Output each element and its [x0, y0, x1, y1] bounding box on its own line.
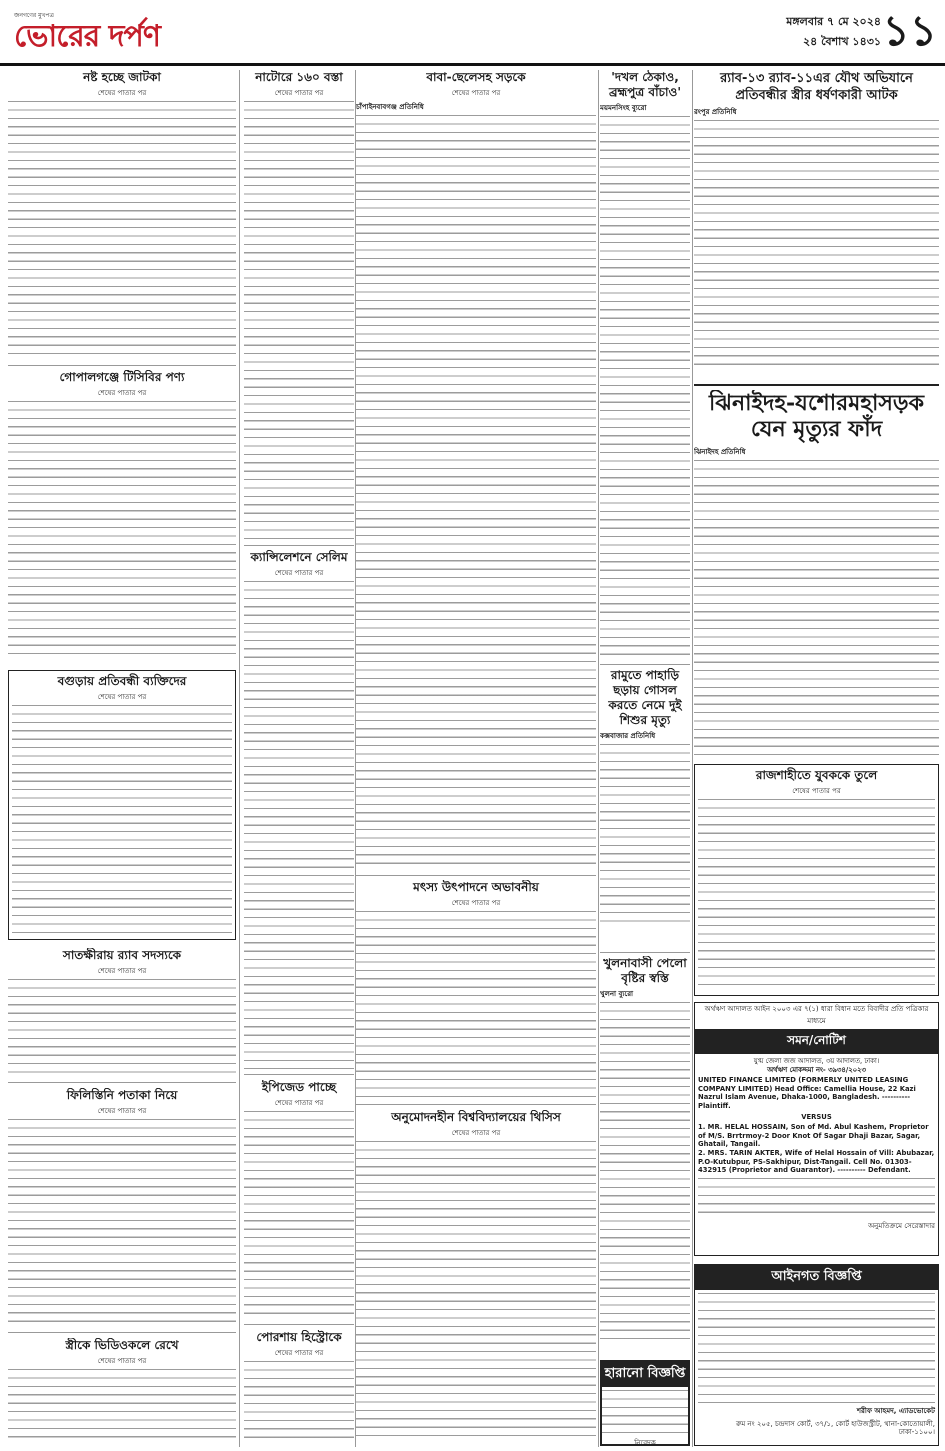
continued-label: শেষের পাতার পর [274, 1349, 324, 1357]
divider [244, 1324, 354, 1325]
story-body-text [12, 705, 232, 937]
story-headline: নাটোরে ১৬০ বস্তা [255, 70, 343, 84]
story-headline: স্ত্রীকে ভিডিওকলে রেখে [65, 1338, 179, 1352]
story-byline: চাঁপাইনবাবগঞ্জ প্রতিনিধি [356, 103, 424, 111]
story-satkhira [8, 948, 236, 1078]
story-byline: ময়মনসিংহ ব্যুরো [600, 104, 647, 112]
story-video-call [8, 1338, 236, 1446]
story-headline: ঝিনাইদহ-যশোরমহাসড়ক যেন মৃত্যুর ফাঁদ [709, 390, 924, 442]
story-headline: 'দখল ঠেকাও, ব্রহ্মপুত্র বাঁচাও' [608, 70, 682, 99]
date-bangla: ২৪ বৈশাখ ১৪৩১ [802, 35, 881, 48]
legal-notice-signer: শরীফ আহমদ, এ্যাডভোকেট [856, 1407, 935, 1415]
notice-title: সমন/নোটিশ [695, 1030, 938, 1054]
lost-notice-body [602, 1390, 688, 1434]
story-body-text [356, 911, 596, 1099]
continued-label: শেষের পাতার পর [451, 899, 501, 907]
issue-date [786, 12, 881, 52]
continued-label: শেষের পাতার পর [792, 787, 841, 795]
story-natore [244, 70, 354, 540]
story-ramu [600, 668, 690, 948]
story-university [356, 1110, 596, 1445]
summons-notice [694, 1002, 939, 1256]
continued-label: শেষের পাতার পর [97, 389, 147, 397]
legal-notice-body [695, 1290, 938, 1440]
continued-label: শেষের পাতার পর [97, 693, 147, 701]
notice-text [698, 1178, 935, 1218]
masthead-name [14, 21, 160, 53]
continued-label: শেষের পাতার পর [97, 1107, 147, 1115]
story-body-text [244, 1111, 354, 1319]
story-brahmaputra [600, 70, 690, 660]
story-body-text [8, 979, 236, 1074]
story-body-text [244, 581, 354, 1069]
story-body-text [698, 799, 935, 991]
story-headline: বাবা-ছেলেসহ সড়কে [426, 70, 526, 84]
story-headline: নষ্ট হচ্ছে জাটকা [83, 70, 161, 84]
story-jhenaidah-highway [694, 390, 939, 760]
notice-plaintiff: UNITED FINANCE LIMITED (FORMERLY UNITED LEASING COMPANY LIMITED) Head Office: Camellia House, 22 Kazi Nazrul Islam Avenue, Dhaka-1000, Bangladesh. ---------- Plaintiff. [698, 1076, 916, 1110]
column-4 [600, 70, 690, 1447]
column-rule [692, 70, 693, 1447]
story-body-text [600, 116, 690, 656]
story-headline: রামুতে পাহাড়ি ছড়ায় গোসল করতে নেমে দুই শিশুর মৃত্যু [608, 668, 682, 727]
divider [8, 1332, 236, 1333]
divider [244, 1074, 354, 1075]
story-body-text [356, 1141, 596, 1441]
story-fish [356, 880, 596, 1100]
story-porsha [244, 1330, 354, 1445]
story-headline: সাতক্ষীরায় র‌্যাব সদস্যকে [62, 948, 182, 962]
story-body-text [356, 115, 596, 870]
masthead-name-part1: ভোরের [14, 19, 100, 54]
continued-label: শেষের পাতার পর [97, 1357, 147, 1365]
story-jatka [8, 70, 236, 360]
story-headline: ক্যান্সিলেশনে সেলিম [250, 550, 348, 564]
page-header [0, 0, 945, 66]
notice-body [695, 1054, 938, 1233]
story-headline: ফিলিস্তিনি পতাকা নিয়ে [66, 1088, 178, 1102]
story-body-text [600, 1002, 690, 1342]
date-gregorian: মঙ্গলবার ৭ মে ২০২৪ [786, 15, 881, 28]
column-3 [356, 70, 596, 1447]
story-epz [244, 1080, 354, 1320]
story-headline: ইপিজেড পাচ্ছে [261, 1080, 337, 1094]
legal-notice-text [698, 1293, 935, 1403]
lost-notice [600, 1360, 690, 1446]
notice-defendant-1: 1. MR. HELAL HOSSAIN, Son of Md. Abul Kashem, Proprietor of M/S. Brrtrmoy-2 Door Knot Of Sagar Dhaji Bazar, Sagar, Ghatail, Tangail. [698, 1123, 929, 1149]
notice-court: যুগ্ম জেলা জজ আদালত, ৩য় আদালত, ঢাকা। [753, 1057, 880, 1065]
divider [600, 664, 690, 665]
continued-label: শেষের পাতার পর [451, 89, 501, 97]
story-body-text [8, 101, 236, 356]
notice-versus: VERSUS [801, 1112, 832, 1121]
story-palestine [8, 1088, 236, 1328]
story-headline: পোরশায় হিস্ট্রোকে [256, 1330, 342, 1344]
story-tcb [8, 370, 236, 665]
continued-label: শেষের পাতার পর [97, 967, 147, 975]
continued-label: শেষের পাতার পর [274, 1099, 324, 1107]
column-5 [694, 70, 939, 1447]
story-khulna [600, 956, 690, 1356]
story-body-text [8, 1369, 236, 1441]
notice-defendant-2: 2. MRS. TARIN AKTER, Wife of Helal Hossain of Vill: Abubazar, P.O-Kutubpur, PS-Sakhipur, Dist-Tangail. Cell No. 01303-432915 (Proprietor and Guarantor). ---------- Defendant. [698, 1148, 935, 1175]
story-body-text [694, 120, 939, 370]
divider [8, 365, 236, 366]
lost-notice-title: হারানো বিজ্ঞপ্তি [602, 1362, 688, 1387]
story-body-text [694, 460, 939, 760]
story-headline: বগুড়ায় প্রতিবন্ধী ব্যক্তিদের [57, 674, 187, 688]
continued-label: শেষের পাতার পর [274, 89, 324, 97]
story-headline: অনুমোদনহীন বিশ্ববিদ্যালয়ের থিসিস [391, 1110, 561, 1124]
column-2 [244, 70, 354, 1447]
divider [356, 875, 596, 876]
story-headline: র‌্যাব-১৩ র‌্যাব-১১এর যৌথ অভিযানে প্রতিবন্ধীর স্ত্রীর ধর্ষণকারী আটক [720, 71, 913, 103]
story-byline: কক্সবাজার প্রতিনিধি [600, 732, 656, 740]
story-byline: রংপুর প্রতিনিধি [694, 108, 737, 116]
story-body-text [244, 101, 354, 539]
story-headline: রাজশাহীতে যুবককে তুলে [755, 768, 878, 782]
masthead-logo [14, 10, 160, 53]
masthead-name-part2: দর্পণ [99, 19, 161, 54]
story-father-son [356, 70, 596, 870]
column-rule [598, 70, 599, 1447]
divider [600, 952, 690, 953]
story-body-text [8, 1119, 236, 1324]
story-headline: খুলনাবাসী পেলো বৃষ্টির স্বস্তি [603, 956, 687, 985]
legal-notice-ad [694, 1264, 939, 1446]
notice-signature: অনুমতিক্রমে সেরেস্তাদার [868, 1221, 935, 1230]
story-headline: মৎস্য উৎপাদনে অভাবনীয় [413, 880, 539, 894]
story-body-text [8, 401, 236, 661]
continued-label: শেষের পাতার পর [274, 569, 324, 577]
divider [694, 384, 939, 386]
story-rab-joint-drive [694, 70, 939, 380]
divider [356, 1104, 596, 1105]
legal-notice-title: আইনগত বিজ্ঞপ্তি [695, 1265, 938, 1290]
divider [244, 545, 354, 546]
notice-header: অর্থঋণ আদালত আইন ২০০৩ এর ৭(১) ধারা বিধান মতে বিবাদীর প্রতি পত্রিকার মাধ্যমে [695, 1003, 938, 1030]
story-byline: খুলনা ব্যুরো [600, 990, 634, 998]
story-rajshahi [694, 764, 939, 996]
story-bogura [8, 670, 236, 940]
story-body-text [600, 744, 690, 924]
story-body-text [244, 1361, 354, 1443]
notice-case-no: অর্থঋণ মোকদ্দমা নং- ৩৯৩৪/২০২৩ [767, 1065, 866, 1074]
column-rule [239, 70, 240, 1447]
page-number: ১১ [882, 6, 937, 55]
masthead-tagline: জনগণের মুখপত্র [14, 12, 54, 19]
continued-label: শেষের পাতার পর [451, 1129, 501, 1137]
story-byline: ঝিনাইদহ প্রতিনিধি [694, 448, 746, 456]
story-headline: গোপালগঞ্জে টিসিবির পণ্য [59, 370, 185, 384]
continued-label: শেষের পাতার পর [97, 89, 147, 97]
lost-notice-signature: নিবেদক [634, 1439, 656, 1446]
divider [8, 1082, 236, 1083]
column-1 [8, 70, 236, 1447]
legal-notice-address: রুম নং ২০৫, চন্দ্রদাস কোর্ট, ৩৭/১, কোর্ট হাউজস্ট্রীট, থানা-কোতোয়ালী, ঢাকা-১১০০। [735, 1419, 935, 1437]
story-selim [244, 550, 354, 1070]
